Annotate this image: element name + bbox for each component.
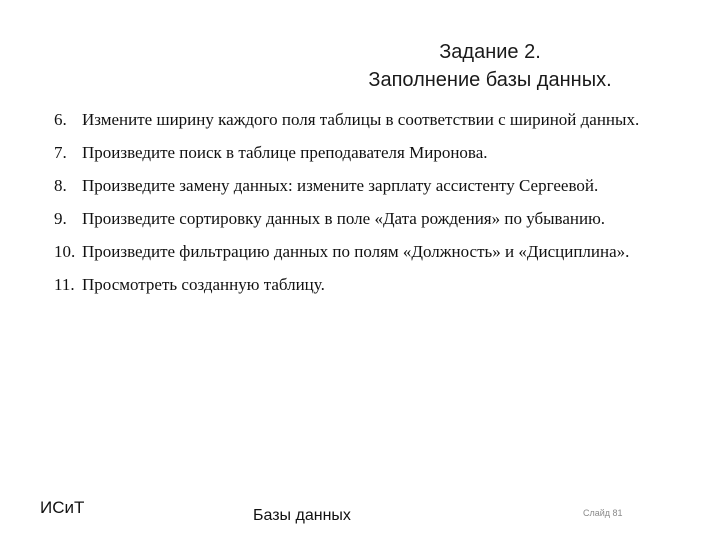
task-number: 7. (54, 143, 67, 162)
slide-number: Слайд 81 (583, 508, 623, 518)
task-text: Просмотреть созданную таблицу. (82, 275, 325, 294)
slide-title (300, 38, 680, 94)
footer-course-label: ИСиТ (40, 498, 85, 517)
task-item (54, 240, 674, 263)
task-text: Произведите замену данных: измените зарплату ассистенту Сергеевой. (82, 176, 599, 195)
task-item (54, 174, 674, 197)
task-number: 8. (54, 176, 67, 195)
task-item (54, 141, 674, 164)
footer-topic-label: Базы данных (253, 507, 351, 524)
title-line-1: Задание 2. (439, 41, 541, 63)
task-text: Измените ширину каждого поля таблицы в соответствии с шириной данных. (82, 110, 640, 129)
task-number: 6. (54, 110, 67, 129)
task-item (54, 207, 674, 230)
task-list (54, 108, 674, 306)
task-item (54, 273, 674, 296)
task-number: 9. (54, 209, 67, 228)
task-text: Произведите сортировку данных в поле «Дата рождения» по убыванию. (82, 209, 606, 228)
task-number: 10. (54, 242, 76, 261)
task-text: Произведите поиск в таблице преподавателя Миронова. (82, 143, 488, 162)
title-line-2: Заполнение базы данных. (368, 69, 612, 91)
task-item (54, 108, 674, 131)
task-text: Произведите фильтрацию данных по полям «Должность» и «Дисциплина». (82, 242, 630, 261)
task-number: 11. (54, 275, 75, 294)
